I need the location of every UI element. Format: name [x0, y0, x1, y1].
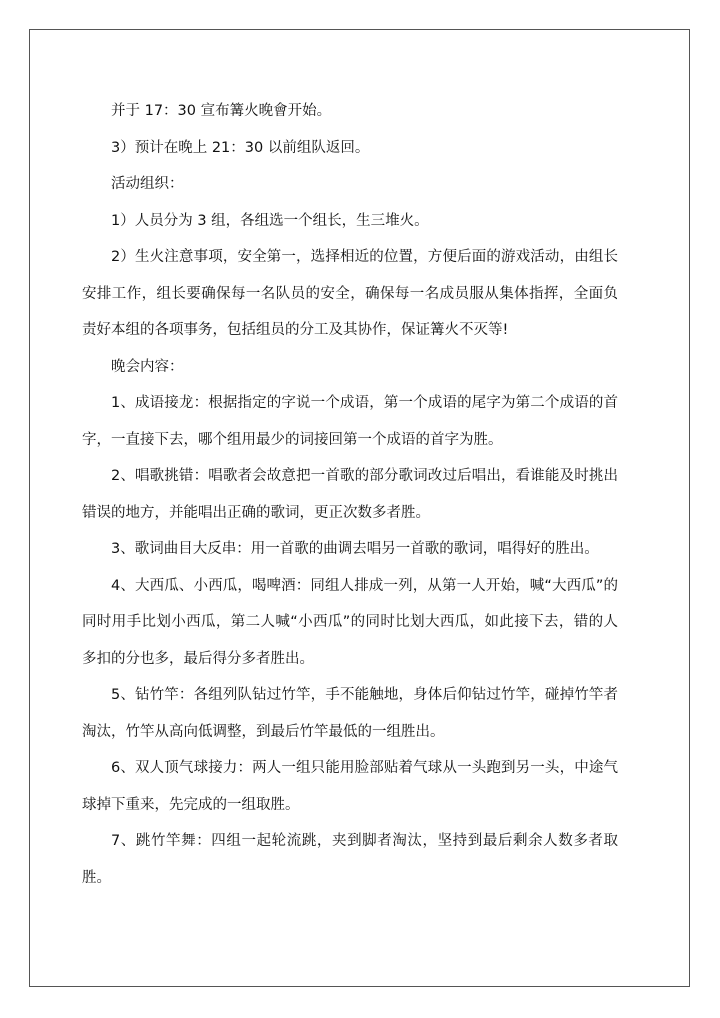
paragraph-song-swap: 3、歌词曲目大反串：用一首歌的曲调去唱另一首歌的歌词，唱得好的胜出。	[111, 541, 599, 557]
heading-party-content: 晚会内容：	[111, 358, 184, 375]
paragraph-return-time: 3）预计在晚上 21：30 以前组队返回。	[111, 139, 370, 156]
paragraph-start-time: 并于 17：30 宣布篝火晚會开始。	[111, 103, 332, 119]
paragraph-balloon-relay: 6、双人顶气球接力：两人一组只能用脸部贴着气球从一头跑到另一头，中途气球掉下重来，先完成的一组取胜。	[82, 760, 618, 813]
document-body	[82, 93, 618, 896]
paragraph-watermelon-game: 4、大西瓜、小西瓜，喝啤酒：同组人排成一列，从第一人开始，喊“大西瓜”的同时用手比划小西瓜，第二人喊“小西瓜”的同时比划大西瓜，如此接下去，错的人多扣的分也多，最后得分多者胜出。	[82, 577, 618, 667]
paragraph-song-errors: 2、唱歌挑错：唱歌者会故意把一首歌的部分歌词改过后唱出，看谁能及时挑出错误的地方，并能唱出正确的歌词，更正次数多者胜。	[82, 468, 618, 521]
paragraph-idiom-chain: 1、成语接龙：根据指定的字说一个成语，第一个成语的尾字为第二个成语的首字，一直接下去，哪个组用最少的词接回第一个成语的首字为胜。	[82, 395, 618, 448]
paragraph-groups: 1）人员分为 3 组，各组选一个组长，生三堆火。	[111, 212, 429, 229]
paragraph-bamboo-limbo: 5、钻竹竿：各组列队钻过竹竿，手不能触地，身体后仰钻过竹竿，碰掉竹竿者淘汰，竹竿从高向低调整，到最后竹竿最低的一组胜出。	[82, 687, 618, 740]
paragraph-bamboo-dance: 7、跳竹竿舞：四组一起轮流跳，夹到脚者淘汰，坚持到最后剩余人数多者取胜。	[82, 833, 618, 886]
paragraph-fire-safety: 2）生火注意事项，安全第一，选择相近的位置，方便后面的游戏活动，由组长安排工作，组长要确保每一名队员的安全，确保每一名成员服从集体指挥，全面负责好本组的各项事务，包括组员的分工及其协作，保证篝火不灭等!	[82, 249, 618, 338]
heading-activity-organization: 活动组织：	[111, 176, 184, 192]
